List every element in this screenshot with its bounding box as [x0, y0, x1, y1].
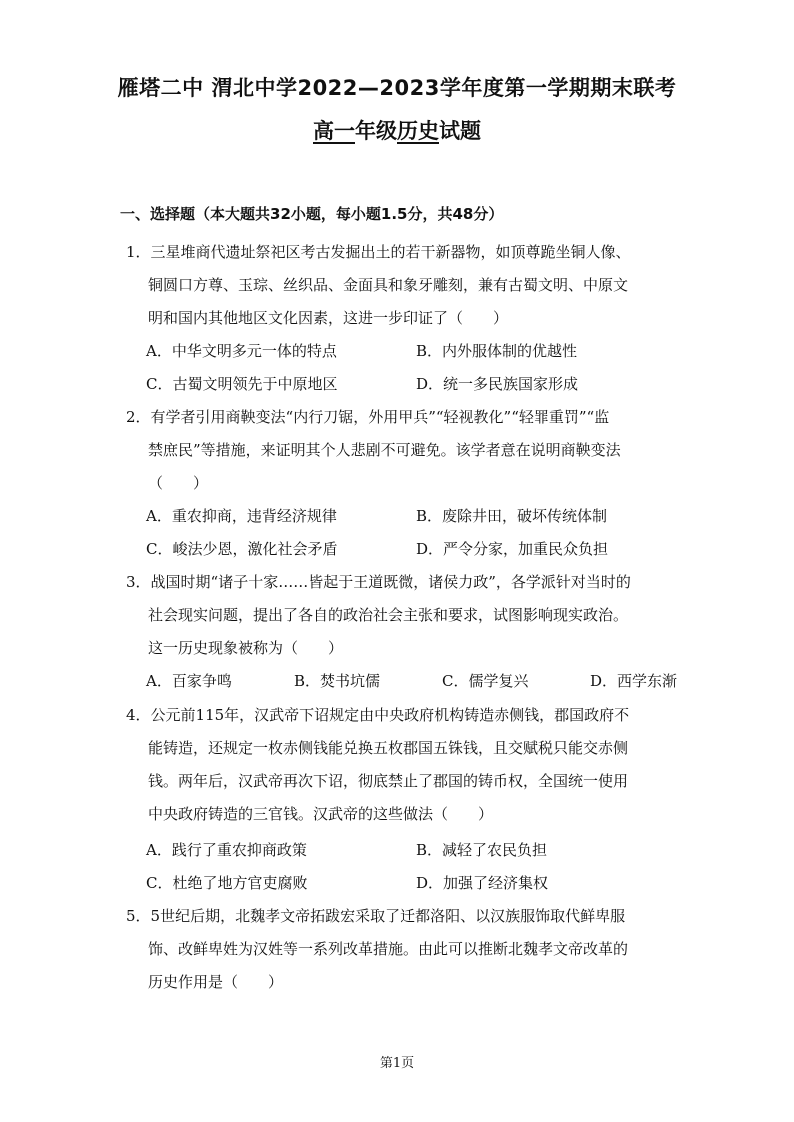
question-1-option-b[interactable]: B．内外服体制的优越性: [416, 342, 578, 360]
question-2-option-a[interactable]: A．重农抑商，违背经济规律: [146, 507, 337, 525]
question-2-line-3: （ ）: [148, 474, 209, 492]
question-1-line-2: 铜圆口方尊、玉琮、丝织品、金面具和象牙雕刻，兼有古蜀文明、中原文: [148, 276, 629, 294]
question-3: [126, 566, 676, 665]
question-1-line-3: 明和国内其他地区文化因素，这进一步印证了（ ）: [148, 309, 509, 327]
question-2-options: [146, 500, 686, 566]
question-4-line-4: 中央政府铸造的三官钱。汉武帝的这些做法（ ）: [148, 805, 494, 823]
question-4: [126, 699, 676, 831]
exam-subtitle: [0, 115, 794, 145]
question-4-line-1: 4．公元前115年，汉武帝下诏规定由中央政府机构铸造赤侧钱，郡国政府不: [126, 706, 630, 724]
question-5-line-3: 历史作用是（ ）: [148, 973, 284, 991]
question-4-option-c[interactable]: C．杜绝了地方官吏腐败: [146, 874, 308, 892]
question-2-line-1: 2．有学者引用商鞅变法“内行刀锯，外用甲兵”“轻视教化”“轻罪重罚”“监: [126, 408, 610, 426]
question-4-line-3: 钱。两年后，汉武帝再次下诏，彻底禁止了郡国的铸币权，全国统一使用: [148, 772, 629, 790]
question-1-line-1: 1．三星堆商代遗址祭祀区考古发掘出土的若干新器物，如顶尊跪坐铜人像、: [126, 243, 631, 261]
section-heading: 一、选择题（本大题共32小题，每小题1.5分，共48分）: [120, 205, 504, 223]
question-1-option-a[interactable]: A．中华文明多元一体的特点: [146, 342, 337, 360]
question-4-options: [146, 834, 686, 900]
question-2: [126, 401, 676, 500]
subtitle-grade: 高一: [313, 119, 355, 143]
question-3-option-a[interactable]: A．百家争鸣: [146, 672, 232, 690]
question-4-option-b[interactable]: B．减轻了农民负担: [416, 841, 548, 859]
question-1-options: [146, 335, 686, 401]
question-2-option-b[interactable]: B．废除井田，破坏传统体制: [416, 507, 608, 525]
question-4-option-a[interactable]: A．践行了重农抑商政策: [146, 841, 307, 859]
subtitle-subject: 历史: [397, 119, 439, 143]
question-2-option-d[interactable]: D．严令分家，加重民众负担: [416, 540, 609, 558]
question-3-options: [146, 665, 686, 698]
question-3-line-1: 3．战国时期“诸子十家……皆起于王道既微，诸侯力政”，各学派针对当时的: [126, 573, 631, 591]
question-3-option-b[interactable]: B．焚书坑儒: [294, 672, 381, 690]
question-2-option-c[interactable]: C．峻法少恩，激化社会矛盾: [146, 540, 338, 558]
question-1-option-d[interactable]: D．统一多民族国家形成: [416, 375, 579, 393]
question-2-line-2: 禁庶民”等措施，来证明其个人悲剧不可避免。该学者意在说明商鞅变法: [148, 441, 621, 459]
question-3-line-2: 社会现实问题，提出了各自的政治社会主张和要求，试图影响现实政治。: [148, 606, 629, 624]
page-number: 第1页: [379, 1056, 415, 1071]
question-3-option-d[interactable]: D．西学东渐: [590, 672, 678, 690]
question-5-line-2: 饰、改鲜卑姓为汉姓等一系列改革措施。由此可以推断北魏孝文帝改革的: [148, 940, 629, 958]
exam-title: 雁塔二中 渭北中学2022—2023学年度第一学期期末联考: [117, 76, 677, 100]
question-4-line-2: 能铸造，还规定一枚赤侧钱能兑换五枚郡国五铢钱，且交赋税只能交赤侧: [148, 739, 629, 757]
question-5: [126, 900, 676, 999]
question-5-line-1: 5．5世纪后期，北魏孝文帝拓跋宏采取了迁都洛阳、以汉族服饰取代鲜卑服: [126, 907, 626, 925]
question-1-option-c[interactable]: C．古蜀文明领先于中原地区: [146, 375, 338, 393]
question-1: [126, 236, 676, 335]
question-4-option-d[interactable]: D．加强了经济集权: [416, 874, 549, 892]
question-3-option-c[interactable]: C．儒学复兴: [442, 672, 529, 690]
question-3-line-3: 这一历史现象被称为（ ）: [148, 639, 344, 657]
subtitle-grade-suffix: 年级: [355, 119, 397, 143]
subtitle-suffix: 试题: [439, 119, 481, 143]
